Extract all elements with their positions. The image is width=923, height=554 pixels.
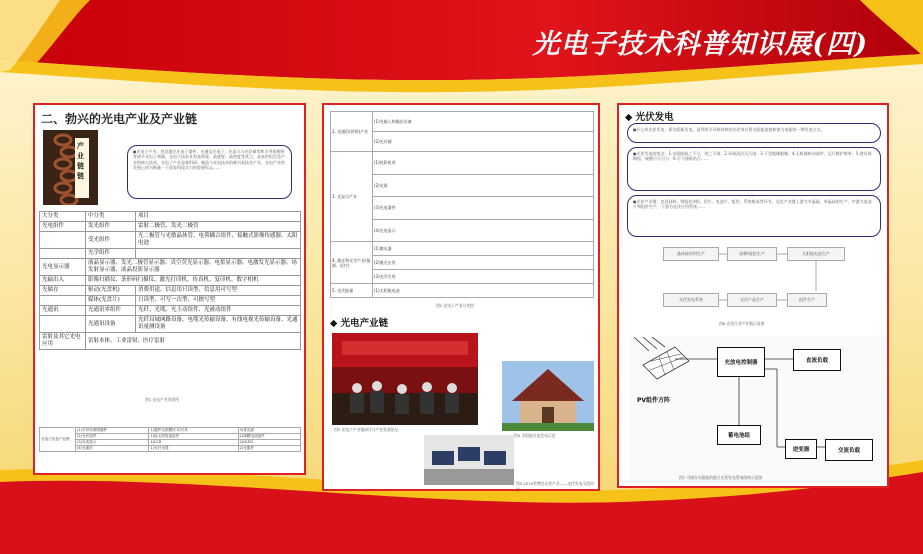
table-cell: 2. 光通信(营销)产业 [331, 112, 373, 152]
sub-table [39, 427, 301, 452]
table-cell: 光通讯零组件 [86, 306, 136, 316]
chain-label: 产业链链 [77, 142, 84, 180]
section-heading: ◆ 光伏发电 [625, 112, 674, 123]
table-cell: 3)背光源 [238, 428, 300, 434]
table-cell: 1)LCD [149, 440, 238, 446]
table-cell: (2)光源 [373, 174, 594, 197]
charge-controller: 充放电控制器 [717, 347, 765, 377]
left-panel [33, 103, 306, 475]
table-cell: 3. 光显示产业 [331, 152, 373, 242]
table-cell: 光电子信息产业链 [40, 428, 76, 452]
table-cell: 受光组件 [86, 232, 136, 249]
bubble-text: ●光伏发电的优点：1.太阳能取之不尽，用之不竭；2.环保清洁无污染；3.不受地域限制；4.无机械转动部件，运行维护简单；5.建设周期短，规模可大可小；6.可与建筑结合…… [633, 151, 872, 161]
table-row [331, 284, 594, 298]
table-row [40, 316, 301, 333]
table-cell [40, 296, 86, 306]
table-row [40, 222, 301, 232]
flow-arrows [659, 245, 859, 315]
info-bubble [627, 195, 881, 237]
bubble-text: ●什么叫光伏发电：即太阳能发电，是利用半导体材料的光伏效应将太阳能直接转换为电能的一种发电方式。 [633, 127, 825, 132]
table-row [40, 249, 301, 259]
section-heading: ◆ 光电产业链 [330, 318, 389, 329]
info-bubble [627, 147, 881, 191]
flow-node: 太阳能电池生产 [787, 247, 845, 261]
table-cell: 光学组件 [86, 249, 136, 259]
table-row [40, 259, 301, 276]
intro-bubble [127, 145, 292, 199]
table-cell [40, 316, 86, 333]
flow-node: 光伏产品生产 [727, 293, 777, 307]
table-cell: 光输出入 [40, 276, 86, 286]
table-cell: (1)太阳能电池 [373, 284, 594, 298]
table-cell: 雷射及其它光电应用 [40, 333, 86, 350]
table-cell: (2)激光应用 [373, 256, 594, 270]
table-cell [40, 232, 86, 249]
pv-photo [424, 435, 514, 485]
table-cell: (4)光电显示 [373, 219, 594, 242]
table-row [40, 333, 301, 350]
table-cell: (1)投影机用 [373, 152, 594, 175]
forum-photo [332, 333, 478, 425]
table-header-cell: 中分类 [86, 212, 136, 222]
middle-panel [322, 103, 600, 491]
table-cell: (4)光通信 [76, 446, 149, 452]
table-cell: 光二极管与光敏晶体管、电荷耦合组件、接触式影像传感器、太阳电池 [136, 232, 301, 249]
house-photo [502, 361, 594, 431]
flow-node: 晶体硅材料生产 [663, 247, 719, 261]
table-row [40, 296, 301, 306]
table-cell: 雷射本体、工业雷射、医疗雷射 [86, 333, 301, 350]
table-cell: 光储存 [40, 286, 86, 296]
table-cell: 雷射二极管、发光二极管 [136, 222, 301, 232]
table-caption: 图2 光电子产业分类图 [436, 303, 474, 308]
table-row [331, 242, 594, 256]
heading-text: 光伏发电 [635, 112, 674, 123]
table-cell: (2)光伏组件 [76, 434, 149, 440]
table-cell: 4. 激光和光学产业(能源、医疗) [331, 242, 373, 284]
table-header [40, 212, 301, 222]
right-panel [617, 103, 889, 488]
inverter: 逆变器 [785, 439, 817, 459]
bubble-text: ●光伏产业链：包括硅料、铸锭(拉棒)、切片、电池片、组件、系统集成等环节。光伏产业链上游为多晶硅、单晶硅的生产，中游为电池片和组件生产，下游为光伏应用系统…… [633, 199, 872, 209]
table-cell: 2)光器件 [238, 446, 300, 452]
heading-text: 光电产业链 [340, 318, 389, 329]
table-row [40, 286, 301, 296]
table-row [40, 276, 301, 286]
table-cell: 驱动(光盘机) [86, 286, 136, 296]
table-cell: 光电组件 [40, 222, 86, 232]
section-heading: 二、勃兴的光电产业及产业链 [41, 112, 198, 126]
table-cell: 2)薄膜电池组件 [238, 434, 300, 440]
diagram-caption: 图7 可储存太阳能的独立光伏发电系统结构示意图 [679, 475, 763, 480]
table-cell: 光通讯设备 [86, 316, 136, 333]
table-row [40, 306, 301, 316]
photo-caption: 图5 2010世博会光伏产业——光伏发电示范项目 [516, 481, 594, 492]
table-cell: 只读型、可写一次型、可擦写型 [136, 296, 301, 306]
table-row [40, 434, 301, 440]
flow-node: 光伏发电系统 [663, 293, 719, 307]
info-bubble [627, 123, 881, 143]
category-table [39, 211, 301, 350]
table-cell: 液晶显示器、发光二极管显示器、真空荧光显示器、电浆显示器、电激发光显示器、场发射显示器、液晶投影显示器 [86, 259, 301, 276]
table-cell: 媒体(光盘片) [86, 296, 136, 306]
table-cell: 消费用途、信息用只读型、信息用可写型 [136, 286, 301, 296]
table-row [40, 232, 301, 249]
table-cell: 光电显示器 [40, 259, 86, 276]
table-header-cell: 项目 [136, 212, 301, 222]
table-cell: (3)光电器件 [373, 197, 594, 220]
intro-text: ●光电子产业：包括激光光电子器件，光通信光电子、光显示与光存储等和半导体照明等诸多光电子领域，光电子技术具有高带宽、高速度、高密度等优点，是本世纪信息产业的核心技术，光电子产业是集科研、制造与光电技术的新兴高技术产业，光电产业的发展已成为衡量一个国家科技实力的重要标志…… [133, 149, 285, 171]
table-cell: (3)光电显示 [76, 440, 149, 446]
flow-node: 组件生产 [787, 293, 827, 307]
table-row [331, 112, 594, 132]
table-cell: 5. 光伏能量 [331, 284, 373, 298]
table-cell [40, 249, 86, 259]
table-cell: 1)光纤光缆 [149, 446, 238, 452]
table-cell: 1)硅太阳电池组件 [149, 434, 238, 440]
classification-table [330, 111, 594, 298]
table-header-cell: 大分类 [40, 212, 86, 222]
flow-caption: 图6 光伏行业产业链示意图 [719, 321, 765, 326]
table-cell: 发光组件 [86, 222, 136, 232]
page-title: 光电子技术科普知识展(四) [532, 29, 868, 60]
flow-node: 硅棒/硅锭生产 [727, 247, 777, 261]
table-row [40, 446, 301, 452]
table-cell: 光通讯 [40, 306, 86, 316]
battery-bank: 蓄电池组 [717, 425, 761, 445]
table-cell: (1)激光器 [373, 242, 594, 256]
table-cell: (1)光输入和输出设备 [373, 112, 594, 132]
table-cell: (3)光学应用 [373, 270, 594, 284]
table-cell: 光纤局域网路设备、电缆光传输设备、有线电视光传输设备、光通讯量测设备 [136, 316, 301, 333]
photo-caption: 图3 光电子产业链研讨与产业发展论坛 [334, 427, 399, 432]
table-row [331, 152, 594, 175]
dc-load: 直流负载 [793, 349, 841, 371]
table-cell: 2)OLED [238, 440, 300, 446]
ac-load: 交流负载 [825, 439, 873, 461]
table-cell: 1)器件光源模块 2)灯具 [149, 428, 238, 434]
table-cell [136, 249, 301, 259]
table-cell: 影像扫描仪、条形码扫描仪、激光打印机、传真机、复印机、数字相机 [86, 276, 301, 286]
pv-array-label: PV组件方阵 [637, 397, 671, 404]
chain-image [43, 130, 98, 205]
table-caption: 图1 光电产业类别图 [145, 397, 179, 402]
photo-caption: 图4 太阳能光电发电示范 [514, 433, 556, 438]
table-cell: (2)光存储 [373, 132, 594, 152]
table-cell: (1)半导体照明器件 [76, 428, 149, 434]
table-cell: 光纤、光缆、光主动组件、光被动组件 [136, 306, 301, 316]
